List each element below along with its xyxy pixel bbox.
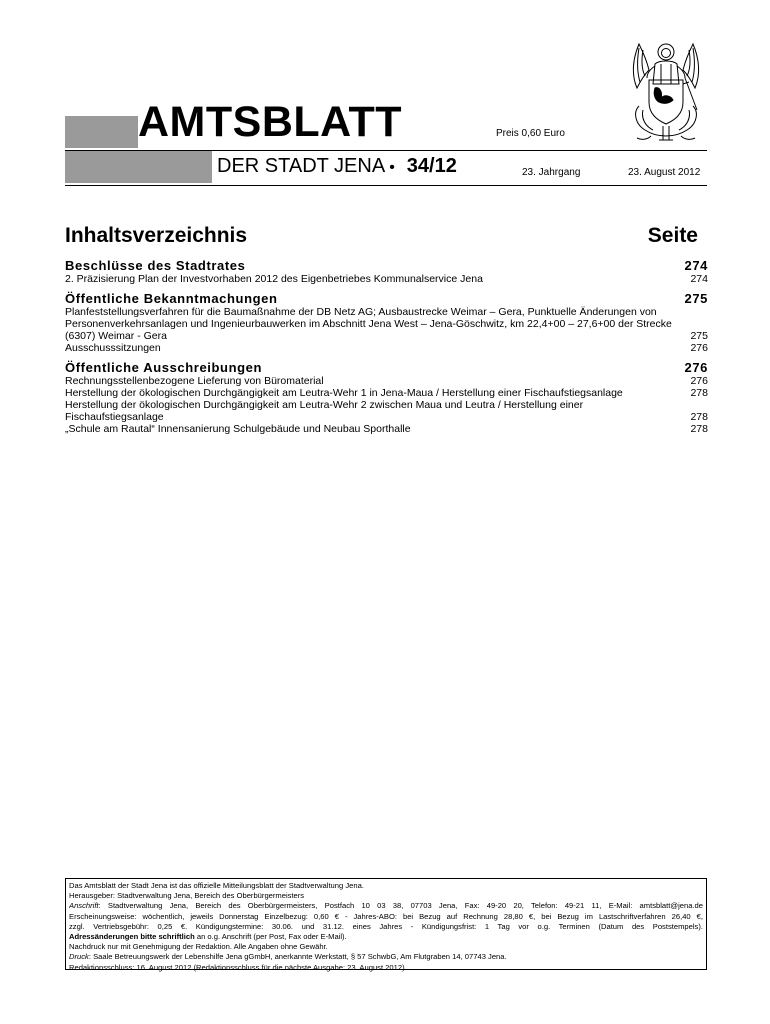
imprint-print (69, 952, 703, 962)
toc-item-text: Ausschusssitzungen (65, 342, 161, 354)
imprint-text: an o.g. Anschrift (per Post, Fax oder E-Mail). (194, 932, 347, 942)
toc-item-page: 275 (690, 330, 708, 342)
imprint-address (69, 901, 703, 911)
masthead-title: AMTSBLATT (138, 98, 403, 146)
toc-item (65, 387, 708, 399)
toc-item (65, 399, 708, 423)
section-title: Beschlüsse des Stadtrates (65, 258, 246, 273)
volume-label: 23. Jahrgang (522, 167, 581, 178)
price-label: Preis 0,60 Euro (496, 128, 565, 139)
toc-item (65, 273, 708, 285)
imprint-bold: Adressänderungen bitte schriftlich (69, 932, 195, 942)
imprint-line: Herausgeber: Stadtverwaltung Jena, Bereich des Oberbürgermeisters (69, 891, 305, 901)
toc-section-title (65, 258, 708, 273)
imprint-label: Anschrift (69, 901, 99, 911)
imprint-box (65, 878, 707, 970)
imprint-text: : Saale Betreuungswerk der Lebenshilfe Jena gGmbH, anerkannte Werkstatt, § 57 SchwbG, Am Flutgraben 14, 07743 Jena. (88, 952, 507, 962)
imprint-line: Nachdruck nur mit Genehmigung der Redaktion. Alle Angaben ohne Gewähr. (69, 942, 328, 952)
imprint-text: : Stadtverwaltung Jena, Bereich des Oberbürgermeisters, Postfach 10 03 38, 07703 Jena, Fax: 49-20 20, Telefon: 49-21 11, E-Mail: amtsblatt@jena.de (98, 901, 703, 911)
toc-item (65, 342, 708, 354)
toc-item (65, 306, 708, 342)
imprint-address-change (69, 932, 703, 942)
toc-item-text: Herstellung der ökologischen Durchgängigkeit am Leutra-Wehr 1 in Jena-Maua / Herstellung einer Fischaufstiegsanlage (65, 387, 623, 399)
toc-item-text: „Schule am Rautal“ Innensanierung Schulgebäude und Neubau Sporthalle (65, 423, 411, 435)
toc-item-page: 276 (690, 342, 708, 354)
toc-page-heading: Seite (647, 224, 698, 247)
section-page: 275 (684, 291, 708, 306)
toc-item (65, 375, 708, 387)
city-name: DER STADT JENA (217, 155, 386, 177)
section-page: 276 (684, 360, 708, 375)
toc-section-title (65, 360, 708, 375)
toc-item-text: 2. Präzisierung Plan der Investvorhaben 2012 des Eigenbetriebes Kommunalservice Jena (65, 273, 483, 285)
imprint-line: zzgl. Vertriebsgebühr: 0,25 €. Kündigungstermine: 30.06. und 31.12. eines Jahres - Kündigungsfrist: 1 Tag vor o.g. Terminen (Datum des Poststempels). (69, 921, 703, 931)
toc-item (65, 423, 708, 435)
issue-date: 23. August 2012 (628, 167, 701, 178)
issue-number: 34/12 (406, 155, 457, 177)
masthead-rule-bottom (65, 185, 707, 186)
toc-item-text: Planfeststellungsverfahren für die Baumaßnahme der DB Netz AG; Ausbaustrecke Weimar – Gera, Punktuelle Änderungen von Personenverkehrsanlagen und Ingenieurbauwerken im Abschnitt Jena West – Jena-Göschwitz, km 22,4+00 – 27,6+00 der Strecke (6307) Weimar - Gera (65, 306, 672, 342)
toc-item-page: 278 (690, 387, 708, 399)
toc-item-text: Herstellung der ökologischen Durchgängigkeit am Leutra-Wehr 2 zwischen Maua und Leutra / Herstellung einer Fischaufstiegsanlage (65, 399, 584, 423)
subtitle-gray-block (65, 151, 212, 183)
imprint-line: Redaktionsschluss: 16. August 2012 (Redaktionsschluss für die nächste Ausgabe: 23. August 2012) (69, 962, 405, 972)
toc-item-page: 278 (690, 411, 708, 423)
section-title: Öffentliche Bekanntmachungen (65, 291, 278, 306)
toc-section-title (65, 291, 708, 306)
separator-dot: • (389, 159, 395, 176)
toc-item-text: Rechnungsstellenbezogene Lieferung von Büromaterial (65, 375, 324, 387)
imprint-line: Das Amtsblatt der Stadt Jena ist das offizielle Mitteilungsblatt der Stadtverwaltung Jena. (69, 881, 364, 890)
section-title: Öffentliche Ausschreibungen (65, 360, 263, 375)
masthead-gray-block (65, 116, 138, 148)
jena-coat-of-arms-icon (625, 40, 707, 144)
section-page: 274 (684, 258, 708, 273)
toc-item-page: 274 (690, 273, 708, 285)
imprint-label: Druck (69, 952, 89, 962)
toc-heading: Inhaltsverzeichnis (65, 224, 248, 247)
toc-item-page: 278 (690, 423, 708, 435)
toc-list (65, 258, 708, 435)
masthead-subtitle (217, 154, 457, 180)
imprint-line: Erscheinungsweise: wöchentlich, jeweils Donnerstag Einzelbezug: 0,60 € - Jahres-ABO: bei Bezug auf Rechnung 28,80 €, bei Bezug im Lastschriftverfahren 26,40 €, (69, 911, 703, 921)
toc-item-page: 276 (690, 375, 708, 387)
